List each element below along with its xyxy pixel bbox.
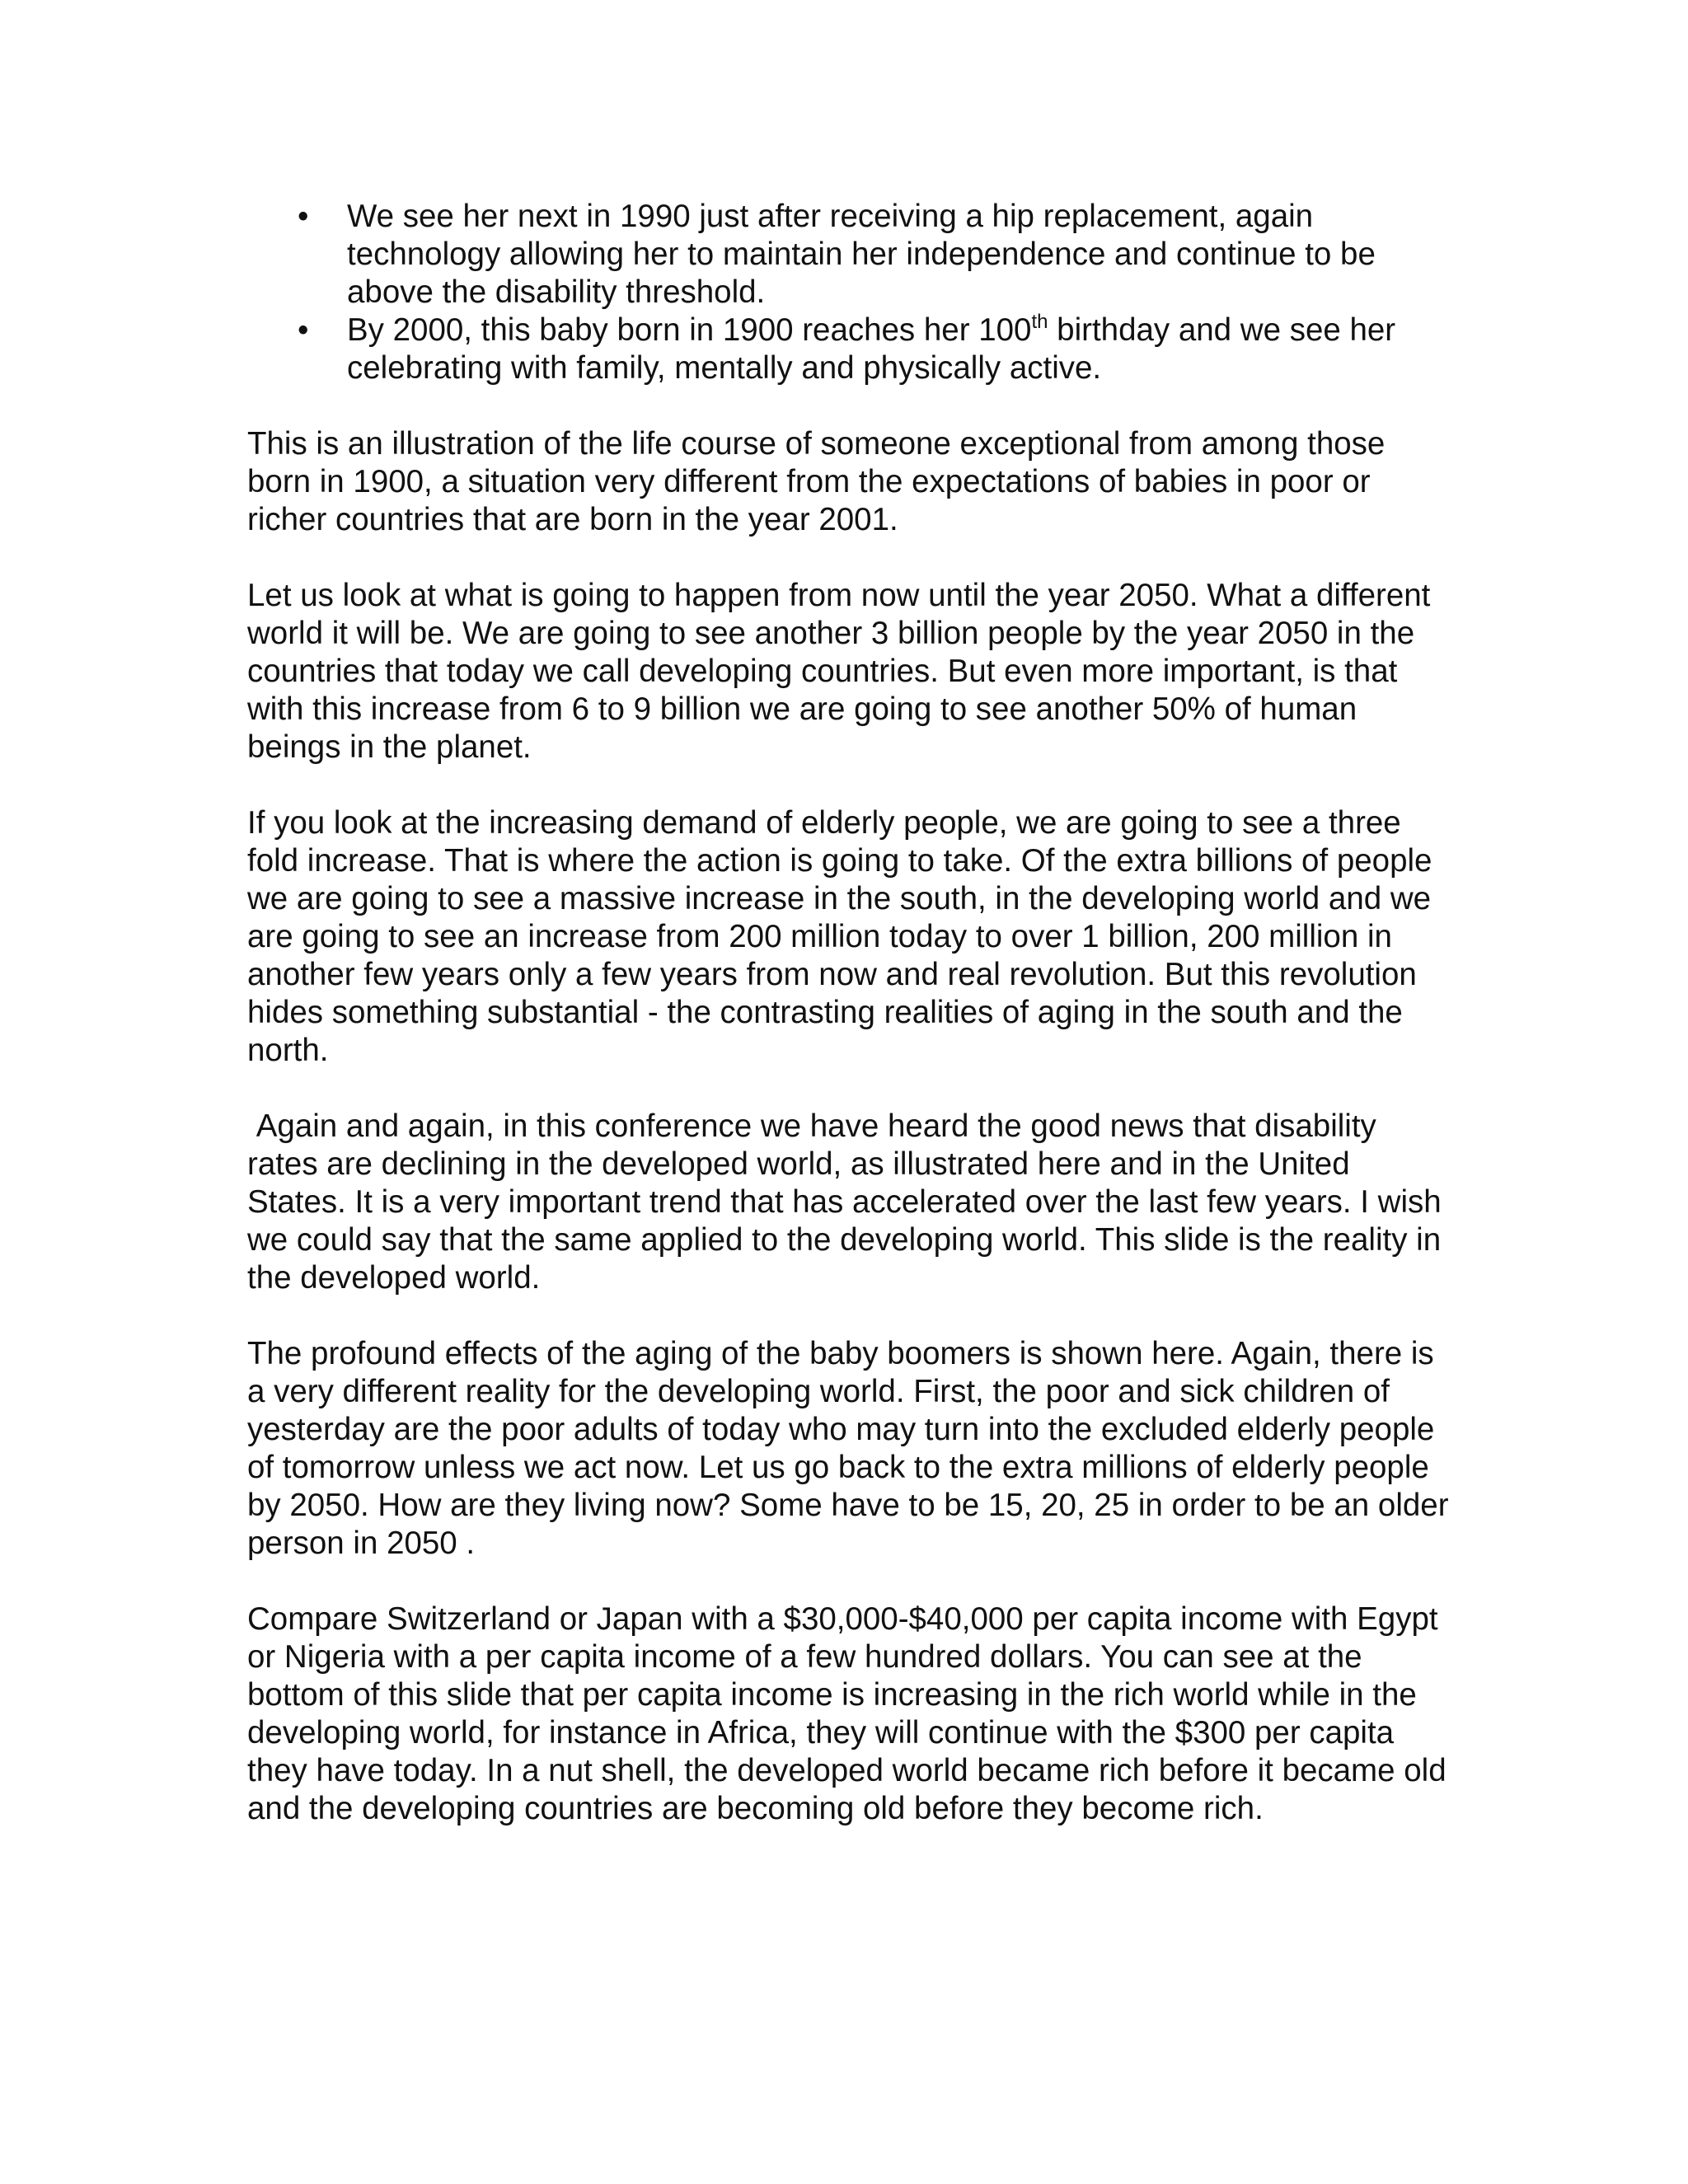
body-paragraph: Let us look at what is going to happen from now until the year 2050. What a different world it will be. We are going to see another 3 billion people by the year 2050 in the countries that today we call developing countries. But even more important, is that with this increase from 6 to 9 billion we are going to see another 50% of human beings in the planet. bbox=[247, 578, 1431, 765]
bullet-text bbox=[347, 312, 1395, 386]
bullet-text-part: By 2000, this baby born in 1900 reaches her 100 bbox=[347, 312, 1032, 348]
bullet-text-part: birthday and we see her celebrating with family, mentally and physically active. bbox=[347, 312, 1396, 386]
bullet-icon: • bbox=[298, 199, 309, 234]
bullet-item bbox=[247, 312, 1451, 387]
bullet-list bbox=[247, 198, 1451, 387]
bullet-text: We see her next in 1990 just after receiving a hip replacement, again technology allowing her to maintain her independence and continue to be above the disability threshold. bbox=[347, 199, 1376, 310]
body-paragraph: Compare Switzerland or Japan with a $30,000-$40,000 per capita income with Egypt or Nigeria with a per capita income of a few hundred dollars. You can see at the bottom of this slide that per capita income is increasing in the rich world while in the developing world, for instance in Africa, they will continue with the $300 per capita they have today. In a nut shell, the developed world became rich before it became old and the developing countries are becoming old before they become rich. bbox=[247, 1601, 1447, 1826]
ordinal-superscript: th bbox=[1031, 311, 1048, 333]
body-paragraph: If you look at the increasing demand of elderly people, we are going to see a three fold increase. That is where the action is going to take. Of the extra billions of people we are going to see a massive increase in the south, in the developing world and we are going to see an increase from 200 million today to over 1 billion, 200 million in another few years only a few years from now and real revolution. But this revolution hides something substantial - the contrasting realities of aging in the south and the north. bbox=[247, 805, 1432, 1068]
bullet-item bbox=[247, 198, 1451, 312]
body-paragraph: The profound effects of the aging of the baby boomers is shown here. Again, there is a very different reality for the developing world. First, the poor and sick children of yesterday are the poor adults of today who may turn into the excluded elderly people of tomorrow unless we act now. Let us go back to the extra millions of elderly people by 2050. How are they living now? Some have to be 15, 20, 25 in order to be an older person in 2050 . bbox=[247, 1336, 1449, 1561]
body-paragraph: This is an illustration of the life course of someone exceptional from among those born in 1900, a situation very different from the expectations of babies in poor or richer countries that are born in the year 2001. bbox=[247, 426, 1386, 537]
body-paragraph: Again and again, in this conference we have heard the good news that disability rates are declining in the developed world, as illustrated here and in the United States. It is a very important trend that has accelerated over the last few years. I wish we could say that the same applied to the developing world. This slide is the reality in the developed world. bbox=[247, 1108, 1451, 1296]
document-page bbox=[247, 198, 1451, 1866]
bullet-icon: • bbox=[298, 312, 309, 348]
